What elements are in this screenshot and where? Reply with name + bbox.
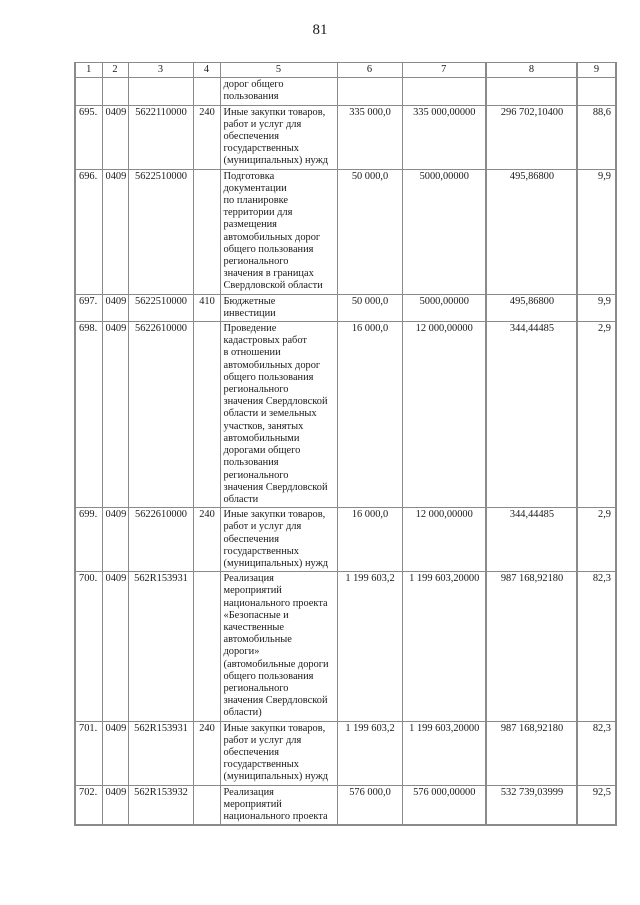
section-code: 0409 xyxy=(102,785,128,825)
budget-table xyxy=(74,62,617,826)
table-row xyxy=(75,169,616,294)
refined-amount: 12 000,00000 xyxy=(402,508,486,572)
item-name-line: государственных xyxy=(223,545,299,557)
execution-percent: 2,9 xyxy=(577,322,616,508)
row-number: 698. xyxy=(75,322,102,508)
executed-amount xyxy=(486,78,577,105)
execution-percent: 82,3 xyxy=(577,721,616,785)
executed-amount: 532 739,03999 xyxy=(486,785,577,825)
item-name-line: документации xyxy=(223,182,287,194)
executed-amount: 987 168,92180 xyxy=(486,721,577,785)
section-code xyxy=(102,78,128,105)
item-name xyxy=(220,785,337,825)
approved-amount: 1 199 603,2 xyxy=(337,721,402,785)
approved-amount xyxy=(337,78,402,105)
item-name-line: национального проекта xyxy=(223,597,328,609)
item-name-line: работ и услуг для xyxy=(223,118,302,130)
expense-type-code: 240 xyxy=(193,105,220,169)
table-row xyxy=(75,721,616,785)
expense-type-code xyxy=(193,169,220,294)
item-name-line: пользования xyxy=(223,457,279,469)
item-name-line: (автомобильные дороги xyxy=(223,658,329,670)
row-number xyxy=(75,78,102,105)
item-name-line: Бюджетные xyxy=(223,295,276,307)
col-header-5: 5 xyxy=(220,63,337,78)
table-row xyxy=(75,105,616,169)
col-header-7: 7 xyxy=(402,63,486,78)
item-name-line: регионального xyxy=(223,469,289,481)
expense-type-code xyxy=(193,572,220,721)
item-name xyxy=(220,322,337,508)
execution-percent: 82,3 xyxy=(577,572,616,721)
target-article-code xyxy=(128,78,193,105)
item-name-line: дороги» xyxy=(223,646,260,658)
executed-amount: 495,86800 xyxy=(486,169,577,294)
target-article-code: 5622610000 xyxy=(128,508,193,572)
item-name xyxy=(220,508,337,572)
refined-amount: 5000,00000 xyxy=(402,169,486,294)
item-name-line: национального проекта xyxy=(223,810,328,822)
target-article-code: 5622510000 xyxy=(128,294,193,321)
item-name xyxy=(220,169,337,294)
section-code: 0409 xyxy=(102,721,128,785)
item-name-line: мероприятий xyxy=(223,585,282,597)
refined-amount: 5000,00000 xyxy=(402,294,486,321)
execution-percent: 9,9 xyxy=(577,294,616,321)
expense-type-code xyxy=(193,78,220,105)
item-name-line: участков, занятых xyxy=(223,420,304,432)
item-name-line: государственных xyxy=(223,143,299,155)
executed-amount: 344,44485 xyxy=(486,508,577,572)
expense-type-code xyxy=(193,785,220,825)
item-name-line: территории для xyxy=(223,207,293,219)
item-name xyxy=(220,105,337,169)
execution-percent xyxy=(577,78,616,105)
approved-amount: 576 000,0 xyxy=(337,785,402,825)
approved-amount: 1 199 603,2 xyxy=(337,572,402,721)
approved-amount: 50 000,0 xyxy=(337,169,402,294)
item-name xyxy=(220,78,337,105)
item-name-line: регионального xyxy=(223,384,289,396)
row-number: 696. xyxy=(75,169,102,294)
row-number: 699. xyxy=(75,508,102,572)
item-name-line: (муниципальных) нужд xyxy=(223,771,329,783)
item-name-line: значения Свердловской xyxy=(223,396,328,408)
table-row xyxy=(75,572,616,721)
col-header-3: 3 xyxy=(128,63,193,78)
executed-amount: 495,86800 xyxy=(486,294,577,321)
item-name-line: общего пользования xyxy=(223,670,314,682)
executed-amount: 344,44485 xyxy=(486,322,577,508)
item-name-line: Реализация xyxy=(223,786,274,798)
item-name-line: (муниципальных) нужд xyxy=(223,155,329,167)
item-name-line: работ и услуг для xyxy=(223,734,302,746)
item-name-line: работ и услуг для xyxy=(223,521,302,533)
target-article-code: 562R153931 xyxy=(128,721,193,785)
expense-type-code xyxy=(193,322,220,508)
section-code: 0409 xyxy=(102,105,128,169)
page-number: 81 xyxy=(312,22,328,38)
item-name-line: Свердловской области xyxy=(223,280,323,292)
approved-amount: 50 000,0 xyxy=(337,294,402,321)
approved-amount: 335 000,0 xyxy=(337,105,402,169)
row-number: 700. xyxy=(75,572,102,721)
item-name-line: Иные закупки товаров, xyxy=(223,722,326,734)
item-name-line: Иные закупки товаров, xyxy=(223,106,326,118)
item-name-line: значения Свердловской xyxy=(223,695,328,707)
expense-type-code: 410 xyxy=(193,294,220,321)
item-name-line: значения Свердловской xyxy=(223,481,328,493)
section-code: 0409 xyxy=(102,322,128,508)
item-name-line: качественные xyxy=(223,621,285,633)
item-name-line: мероприятий xyxy=(223,798,282,810)
execution-percent: 2,9 xyxy=(577,508,616,572)
item-name-line: автомобильные xyxy=(223,634,292,646)
refined-amount: 1 199 603,20000 xyxy=(402,572,486,721)
target-article-code: 5622510000 xyxy=(128,169,193,294)
item-name-line: Иные закупки товаров, xyxy=(223,509,326,521)
item-name-line: общего пользования xyxy=(223,243,314,255)
item-name-line: общего пользования xyxy=(223,371,314,383)
item-name-line: (муниципальных) нужд xyxy=(223,557,329,569)
item-name-line: по планировке xyxy=(223,195,289,207)
table-row xyxy=(75,785,616,825)
execution-percent: 88,6 xyxy=(577,105,616,169)
col-header-8: 8 xyxy=(486,63,577,78)
item-name-line: автомобильных дорог xyxy=(223,359,321,371)
expense-type-code: 240 xyxy=(193,508,220,572)
item-name-line: обеспечения xyxy=(223,533,279,545)
item-name-line: значения в границах xyxy=(223,268,314,280)
item-name-line: в отношении xyxy=(223,347,281,359)
row-number: 695. xyxy=(75,105,102,169)
refined-amount: 335 000,00000 xyxy=(402,105,486,169)
item-name xyxy=(220,294,337,321)
item-name-line: автомобильных дорог xyxy=(223,231,321,243)
item-name-line: дорог общего xyxy=(223,79,284,91)
target-article-code: 562R153932 xyxy=(128,785,193,825)
expense-type-code: 240 xyxy=(193,721,220,785)
col-header-4: 4 xyxy=(193,63,220,78)
item-name-line: регионального xyxy=(223,256,289,268)
target-article-code: 5622610000 xyxy=(128,322,193,508)
row-number: 697. xyxy=(75,294,102,321)
table-row xyxy=(75,294,616,321)
item-name-line: области xyxy=(223,493,259,505)
table-row xyxy=(75,78,616,105)
col-header-6: 6 xyxy=(337,63,402,78)
header-row xyxy=(75,63,616,78)
section-code: 0409 xyxy=(102,572,128,721)
item-name-line: обеспечения xyxy=(223,131,279,143)
item-name-line: размещения xyxy=(223,219,277,231)
executed-amount: 296 702,10400 xyxy=(486,105,577,169)
col-header-2: 2 xyxy=(102,63,128,78)
item-name-line: автомобильными xyxy=(223,432,300,444)
approved-amount: 16 000,0 xyxy=(337,322,402,508)
target-article-code: 5622110000 xyxy=(128,105,193,169)
item-name-line: инвестиции xyxy=(223,307,276,319)
item-name-line: Подготовка xyxy=(223,170,275,182)
section-code: 0409 xyxy=(102,508,128,572)
item-name-line: дорогами общего xyxy=(223,445,301,457)
section-code: 0409 xyxy=(102,169,128,294)
col-header-9: 9 xyxy=(577,63,616,78)
section-code: 0409 xyxy=(102,294,128,321)
refined-amount: 12 000,00000 xyxy=(402,322,486,508)
execution-percent: 92,5 xyxy=(577,785,616,825)
refined-amount: 576 000,00000 xyxy=(402,785,486,825)
row-number: 702. xyxy=(75,785,102,825)
item-name-line: Проведение xyxy=(223,323,277,335)
item-name-line: обеспечения xyxy=(223,746,279,758)
table-row xyxy=(75,322,616,508)
item-name-line: области и земельных xyxy=(223,408,317,420)
item-name-line: регионального xyxy=(223,682,289,694)
col-header-1: 1 xyxy=(75,63,102,78)
executed-amount: 987 168,92180 xyxy=(486,572,577,721)
execution-percent: 9,9 xyxy=(577,169,616,294)
item-name-line: пользования xyxy=(223,91,279,103)
approved-amount: 16 000,0 xyxy=(337,508,402,572)
item-name-line: Реализация xyxy=(223,573,274,585)
item-name xyxy=(220,721,337,785)
item-name-line: «Безопасные и xyxy=(223,609,289,621)
item-name-line: кадастровых работ xyxy=(223,335,307,347)
refined-amount xyxy=(402,78,486,105)
item-name-line: государственных xyxy=(223,759,299,771)
item-name-line: области) xyxy=(223,707,262,719)
item-name xyxy=(220,572,337,721)
row-number: 701. xyxy=(75,721,102,785)
target-article-code: 562R153931 xyxy=(128,572,193,721)
table-row xyxy=(75,508,616,572)
refined-amount: 1 199 603,20000 xyxy=(402,721,486,785)
